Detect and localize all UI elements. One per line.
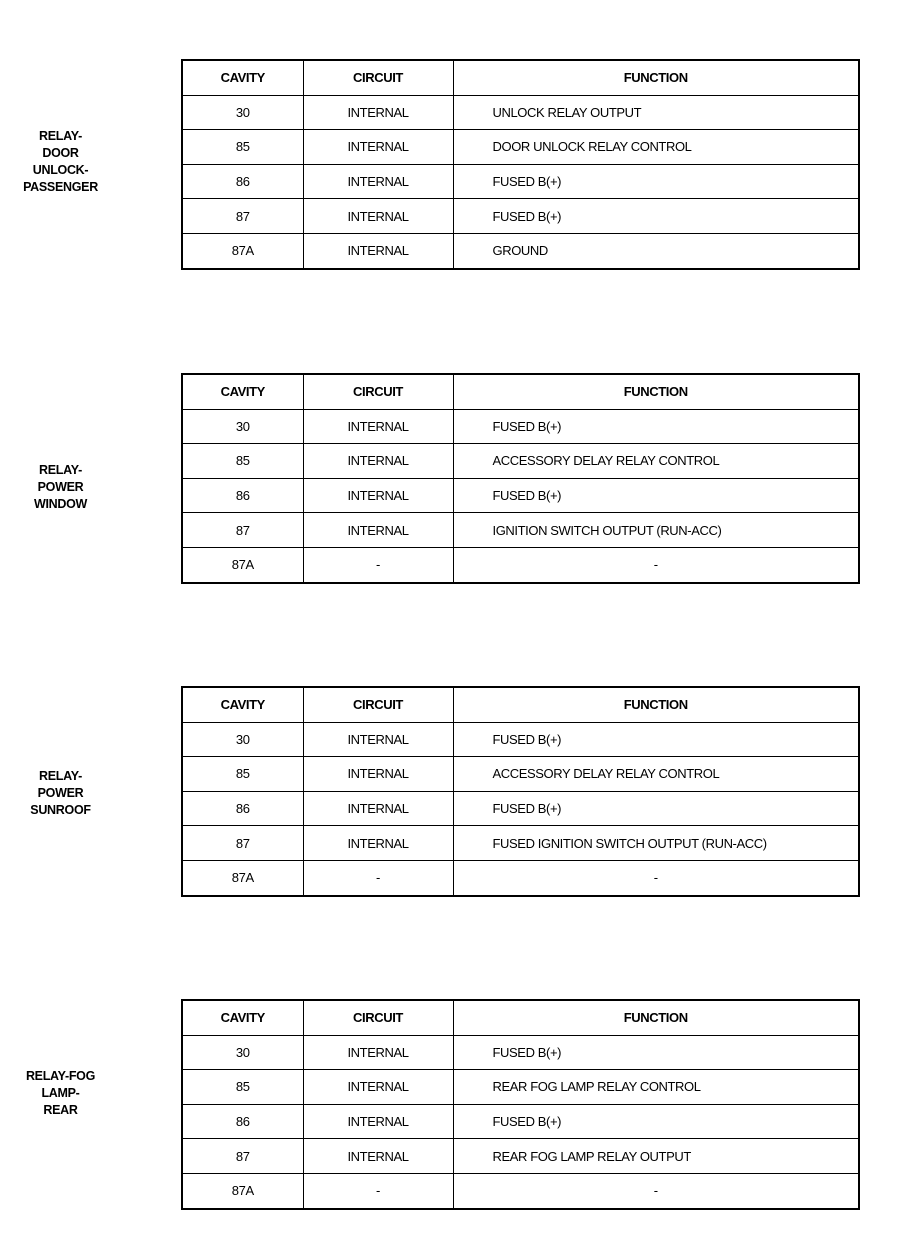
table-row: [182, 722, 859, 757]
pin-table: [181, 686, 860, 897]
table-header-row: [182, 1000, 859, 1035]
function-cell: FUSED IGNITION SWITCH OUTPUT (RUN-ACC): [453, 826, 859, 861]
relay-label-line: RELAY-: [39, 463, 82, 477]
relay-label-line: PASSENGER: [23, 180, 98, 194]
table-row: [182, 444, 859, 479]
cavity-cell: 86: [182, 791, 303, 826]
circuit-cell: INTERNAL: [303, 1070, 453, 1105]
relay-label-line: UNLOCK-: [32, 163, 89, 177]
table-row: [182, 95, 859, 130]
function-cell: REAR FOG LAMP RELAY CONTROL: [453, 1070, 859, 1105]
relay-label-line: DOOR: [42, 146, 79, 160]
circuit-cell: INTERNAL: [303, 722, 453, 757]
cavity-cell: 86: [182, 478, 303, 513]
function-cell: UNLOCK RELAY OUTPUT: [453, 95, 859, 130]
function-cell: FUSED B(+): [453, 478, 859, 513]
table-header-row: [182, 374, 859, 409]
relay-label-line: SUNROOF: [30, 803, 91, 817]
table-row: [182, 199, 859, 234]
function-cell: FUSED B(+): [453, 1035, 859, 1070]
table-header-row: [182, 687, 859, 722]
circuit-cell: INTERNAL: [303, 1035, 453, 1070]
function-cell: IGNITION SWITCH OUTPUT (RUN-ACC): [453, 513, 859, 548]
header-function: FUNCTION: [453, 687, 859, 722]
relay-label: [8, 462, 113, 513]
cavity-cell: 85: [182, 444, 303, 479]
header-function: FUNCTION: [453, 1000, 859, 1035]
relay-label-line: RELAY-: [39, 129, 82, 143]
cavity-cell: 86: [182, 164, 303, 199]
cavity-cell: 87A: [182, 860, 303, 895]
table-row: [182, 547, 859, 582]
cavity-cell: 87: [182, 826, 303, 861]
circuit-cell: INTERNAL: [303, 757, 453, 792]
relay-label-line: RELAY-FOG: [25, 1069, 96, 1083]
table-row: [182, 757, 859, 792]
function-cell: FUSED B(+): [453, 791, 859, 826]
cavity-cell: 30: [182, 1035, 303, 1070]
cavity-cell: 30: [182, 722, 303, 757]
header-cavity: CAVITY: [182, 687, 303, 722]
circuit-cell: INTERNAL: [303, 1139, 453, 1174]
function-cell: FUSED B(+): [453, 409, 859, 444]
table-row: [182, 164, 859, 199]
function-cell: ACCESSORY DELAY RELAY CONTROL: [453, 757, 859, 792]
function-cell: -: [453, 860, 859, 895]
table-row: [182, 826, 859, 861]
relay-label-line: RELAY-: [39, 769, 82, 783]
cavity-cell: 87A: [182, 1173, 303, 1208]
header-cavity: CAVITY: [182, 1000, 303, 1035]
relay-label: [8, 768, 113, 819]
function-cell: REAR FOG LAMP RELAY OUTPUT: [453, 1139, 859, 1174]
circuit-cell: INTERNAL: [303, 95, 453, 130]
circuit-cell: INTERNAL: [303, 164, 453, 199]
cavity-cell: 87: [182, 1139, 303, 1174]
circuit-cell: -: [303, 547, 453, 582]
circuit-cell: -: [303, 1173, 453, 1208]
function-cell: FUSED B(+): [453, 1104, 859, 1139]
table-row: [182, 233, 859, 268]
table-row: [182, 409, 859, 444]
table-row: [182, 1104, 859, 1139]
cavity-cell: 30: [182, 409, 303, 444]
function-cell: FUSED B(+): [453, 164, 859, 199]
circuit-cell: INTERNAL: [303, 444, 453, 479]
cavity-cell: 85: [182, 130, 303, 165]
cavity-cell: 87A: [182, 547, 303, 582]
table-row: [182, 513, 859, 548]
function-cell: GROUND: [453, 233, 859, 268]
table-row: [182, 130, 859, 165]
circuit-cell: INTERNAL: [303, 130, 453, 165]
relay-label: [8, 1068, 113, 1119]
cavity-cell: 86: [182, 1104, 303, 1139]
function-cell: -: [453, 1173, 859, 1208]
pin-table: [181, 999, 860, 1210]
function-cell: ACCESSORY DELAY RELAY CONTROL: [453, 444, 859, 479]
relay-label: [8, 128, 113, 196]
function-cell: FUSED B(+): [453, 722, 859, 757]
header-circuit: CIRCUIT: [303, 60, 453, 95]
circuit-cell: INTERNAL: [303, 791, 453, 826]
circuit-cell: -: [303, 860, 453, 895]
pin-table: [181, 373, 860, 584]
header-circuit: CIRCUIT: [303, 687, 453, 722]
table-row: [182, 1070, 859, 1105]
function-cell: DOOR UNLOCK RELAY CONTROL: [453, 130, 859, 165]
table-row: [182, 1139, 859, 1174]
table-row: [182, 860, 859, 895]
table-row: [182, 791, 859, 826]
circuit-cell: INTERNAL: [303, 1104, 453, 1139]
table-row: [182, 1035, 859, 1070]
circuit-cell: INTERNAL: [303, 199, 453, 234]
table-header-row: [182, 60, 859, 95]
circuit-cell: INTERNAL: [303, 513, 453, 548]
function-cell: FUSED B(+): [453, 199, 859, 234]
relay-label-line: POWER: [37, 786, 84, 800]
header-function: FUNCTION: [453, 60, 859, 95]
circuit-cell: INTERNAL: [303, 233, 453, 268]
cavity-cell: 30: [182, 95, 303, 130]
header-function: FUNCTION: [453, 374, 859, 409]
header-cavity: CAVITY: [182, 374, 303, 409]
table-row: [182, 1173, 859, 1208]
cavity-cell: 87A: [182, 233, 303, 268]
cavity-cell: 87: [182, 199, 303, 234]
header-circuit: CIRCUIT: [303, 374, 453, 409]
cavity-cell: 85: [182, 757, 303, 792]
cavity-cell: 87: [182, 513, 303, 548]
circuit-cell: INTERNAL: [303, 409, 453, 444]
relay-label-line: REAR: [43, 1103, 78, 1117]
cavity-cell: 85: [182, 1070, 303, 1105]
header-cavity: CAVITY: [182, 60, 303, 95]
function-cell: -: [453, 547, 859, 582]
circuit-cell: INTERNAL: [303, 826, 453, 861]
pin-table: [181, 59, 860, 270]
relay-label-line: POWER: [37, 480, 84, 494]
relay-label-line: LAMP-: [41, 1086, 80, 1100]
circuit-cell: INTERNAL: [303, 478, 453, 513]
header-circuit: CIRCUIT: [303, 1000, 453, 1035]
relay-label-line: WINDOW: [33, 497, 88, 511]
table-row: [182, 478, 859, 513]
